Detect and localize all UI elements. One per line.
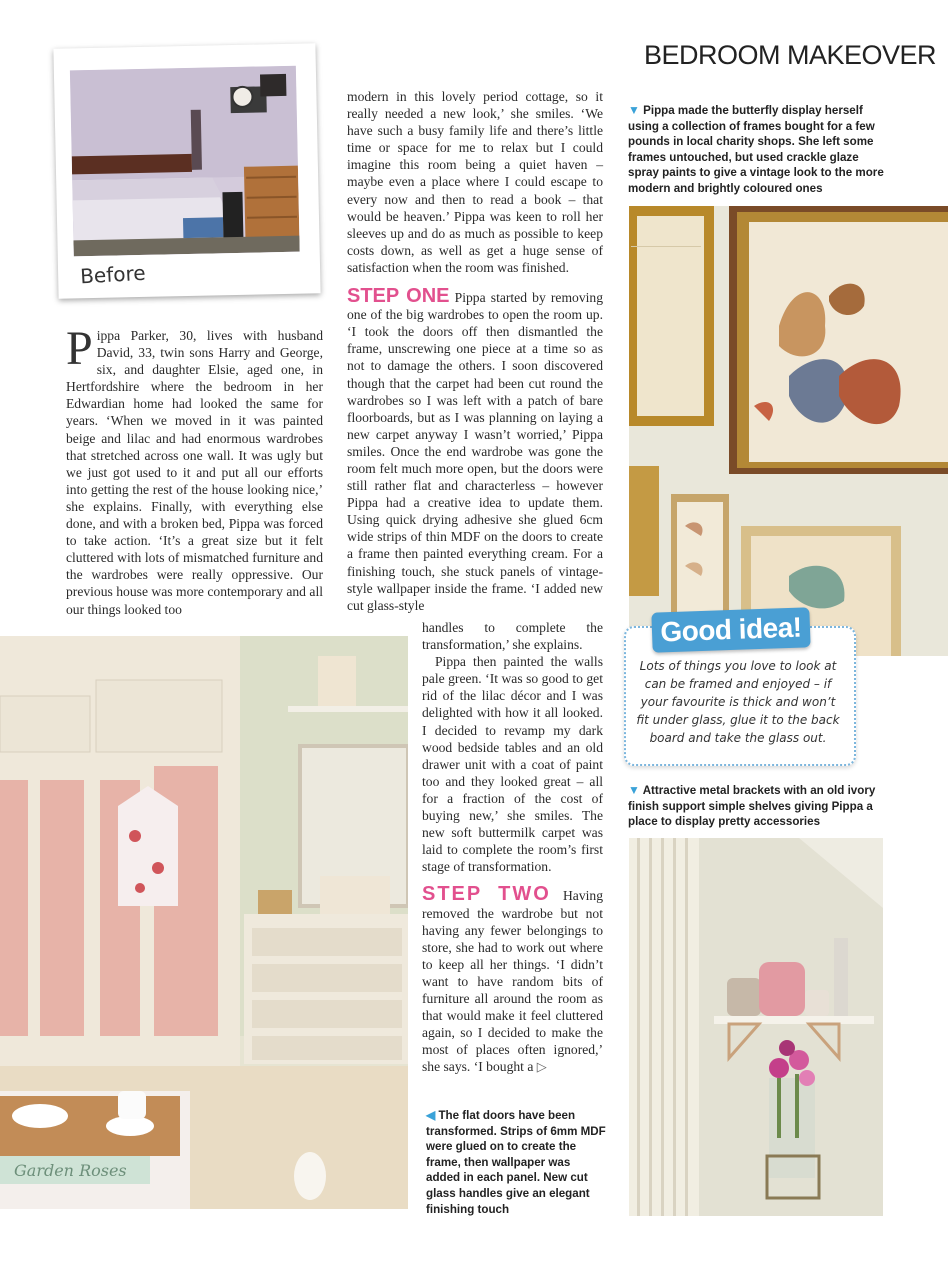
butterfly-caption-text: Pippa made the butterfly display herself using a collection of frames bought for a few pounds in local charity shops. She left some frames untouched, but used crackle glaze spray paints to give a vintage look to the more modern and brightly coloured ones [628,104,884,195]
brackets-caption-text: Attractive metal brackets with an old ivory finish support simple shelves giving Pippa a place to display pretty accessories [628,784,876,829]
caption-marker-icon: ◀ [426,1108,436,1122]
article-column-1 [66,322,323,618]
paint-paragraph: Pippa then painted the walls pale green. ‘It was so good to get rid of the lilac décor and I was delighted with how it all looked. I decided to revamp my dark wood bedside tables and an old drawer unit with a coat of paint too and they looked great – all for a fraction of the cost of buying new,’ she smiles. The new soft buttermilk carpet was laid to complete the room’s first stage of transformation. [422,654,603,875]
before-caption: Before [79,260,147,289]
step-one-continued: handles to complete the transformation,’ she explains. [422,620,603,653]
caption-marker-icon: ▼ [628,103,640,117]
brackets-caption [628,783,878,830]
shelf-photo [629,838,883,1216]
wardrobe-photo [0,636,408,1209]
continue-arrow-icon: ▷ [536,1059,547,1075]
butterfly-frames-photo [629,206,948,656]
intro-continued: modern in this lovely period cottage, so it really needed a new look,’ she smiles. ‘We have such a busy family life and there’s little time or space for me to relax but I could imagine this room being a quiet haven – maybe even a place where I could escape to every now and then to read a book – that would be heaven.’ Pippa was keen to roll her sleeves up and do as much as possible to keep costs down, as well as get a huge sense of satisfaction when the room was finished. [347,89,603,275]
doors-caption-text: The flat doors have been transformed. Strips of 6mm MDF were glued on to create the frame, then wallpaper was added in each panel. New cut glass handles give an elegant finishing touch [426,1109,606,1216]
intro-text: ippa Parker, 30, lives with husband David, 33, twin sons Harry and George, six, and daughter Elsie, aged one, in Hertfordshire where the bedroom in her Edwardian home had looked the same for years. ‘When we moved in it was painted beige and lilac and had enormous wardrobes that stretched across one wall. It was ugly but we just got used to it and put all our efforts into getting the rest of the house looking nice,’ she explains. Finally, with everything else done, and with a broken bed, Pippa was forced to take action. ‘It’s a great size but it felt cluttered with lots of mismatched furniture and the wardrobes were really oppressive. Our previous house was more contemporary and all our things looked too [66,328,323,617]
drop-cap: P [66,322,93,375]
caption-marker-icon: ▼ [628,783,640,797]
step-two-heading: STEP TWO [422,883,551,906]
butterfly-caption [628,103,890,197]
article-column-2 [347,88,603,614]
tray-label: Garden Roses [14,1161,127,1180]
section-title: BEDROOM MAKEOVER [644,40,937,70]
step-one-text: Pippa started by removing one of the big wardrobes to open the room up. ‘I took the doors off then dismantled the frame, unscrewing one piece at a time so as not to damage the others. I soon discovered though that the carpet had been cut round the wardrobes so I was left with a patch of bare floorboards, but as I was planning on laying a new carpet anyway I wasn’t worried,’ Pippa smiles. Once the end wardrobe was gone the room felt much more open, but the doors were still rather flat and characterless – however Pippa had a creative idea to update them. Using quick drying adhesive she glued 6cm wide strips of thin MDF on the doors to create a frame then painted everything cream. For a finishing touch, she stuck panels of vintage-style wallpaper inside the frame. ‘I added new cut glass-style [347,290,603,613]
good-idea-text: Lots of things you love to look at can be framed and enjoyed – if your favourite is thick and won’t fit under glass, glue it to the back board and take the glass out. [636,659,840,745]
doors-caption [426,1108,606,1217]
before-polaroid [53,43,320,298]
step-two-text: Having removed the wardrobe but not having any fewer belongings to store, she had to work out where to keep all her things. ‘I didn’t want to have random bits of furniture all around the room as that would make it feel cluttered again, so I decided to make the most of places often ignored,’ she says. ‘I bought a [422,888,603,1075]
step-one-heading: STEP ONE [347,285,450,308]
article-column-3 [422,619,603,1075]
before-photo [70,66,300,257]
good-idea-title: Good idea! [659,611,803,648]
